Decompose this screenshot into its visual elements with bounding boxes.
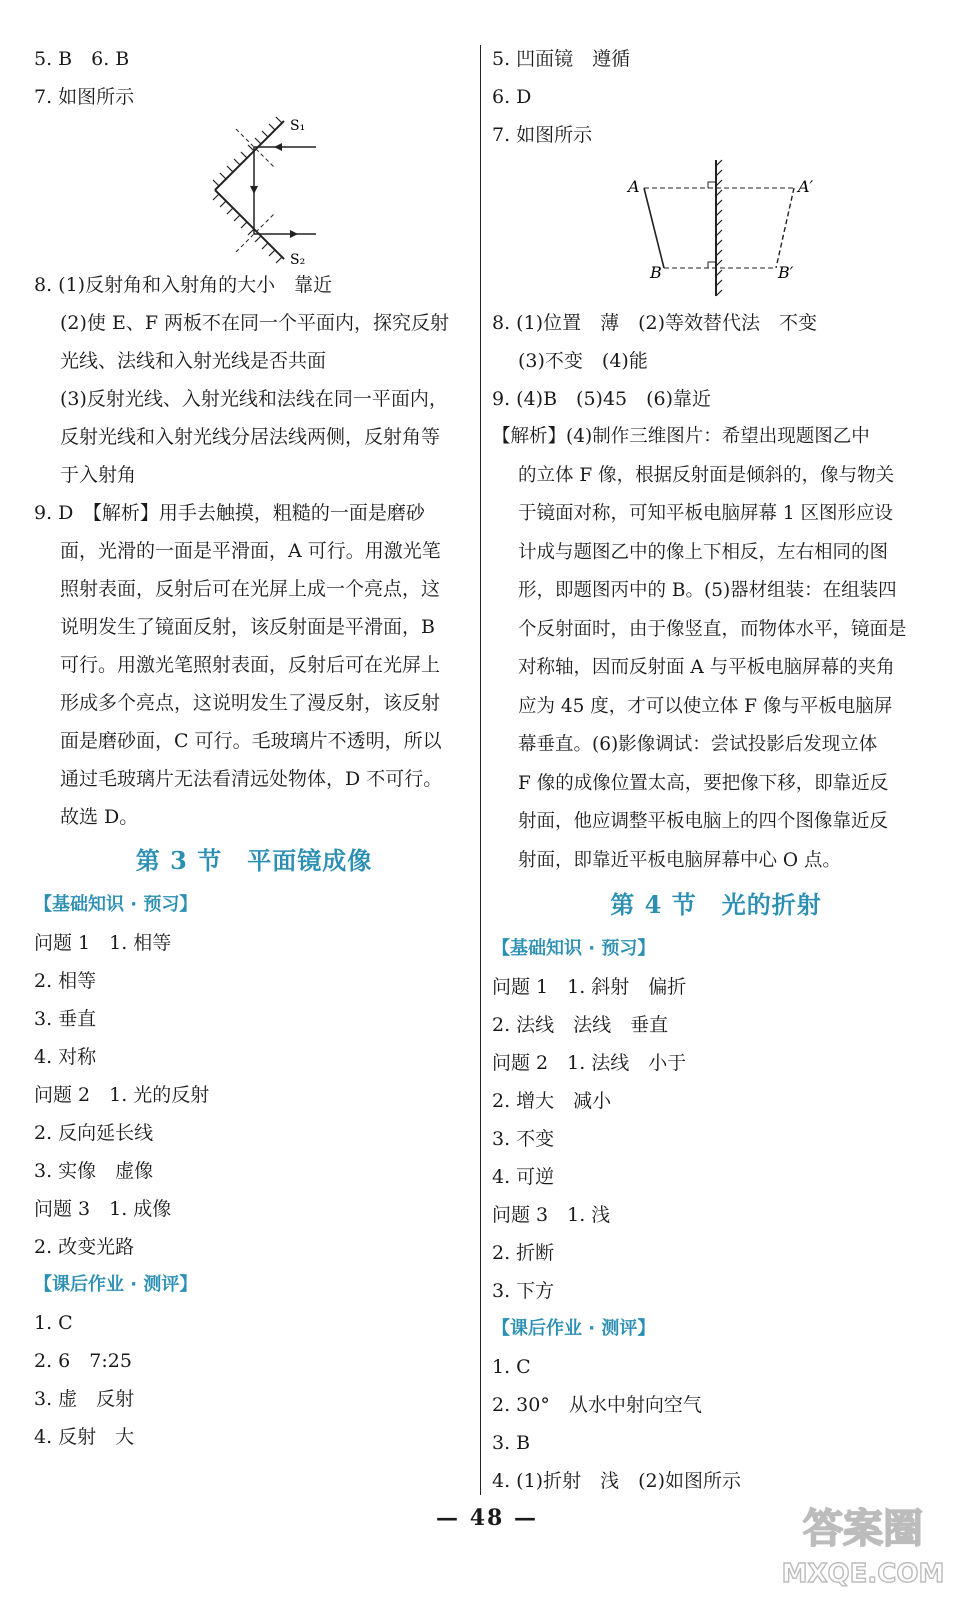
analysis-line: 射面，即靠近平板电脑屏幕中心 O 点。 [518,849,841,871]
basic-answer: 3. 垂直 [34,1008,97,1030]
basic-answer: 2. 相等 [34,970,97,992]
basic-answer: 2. 法线 法线 垂直 [492,1014,669,1036]
basic-answers [34,924,474,1266]
answer-8-line: 反射光线和入射光线分居法线两侧，反射角等 [60,426,441,448]
section-title-3: 第 3 节 平面镜成像 [135,846,373,875]
answer-9-line: 可行。用激光笔照射表面，反射后可在光屏上 [60,654,441,676]
basic-answer: 3. 下方 [492,1280,555,1302]
tag-homework: 【课后作业 · 测评】 [492,1318,656,1339]
basic-answer: 4. 对称 [34,1046,97,1068]
basic-answer: 2. 反向延长线 [34,1122,154,1144]
answer-9-line: 形成多个亮点，这说明发生了漫反射，该反射 [60,692,441,714]
answer-5-6: 5. B 6. B [34,48,130,70]
answer-8 [492,304,940,380]
plane-mirror-diagram [492,154,940,304]
basic-answer: 3. 实像 虚像 [34,1160,154,1182]
label-b: B [650,263,662,282]
tag-basic-knowledge: 【基础知识 · 预习】 [492,938,656,959]
label-s1: S₁ [290,118,306,134]
answer-8-line: (3)反射光线、入射光线和法线在同一平面内， [60,388,448,410]
basic-answer: 问题 2 1. 光的反射 [34,1084,210,1106]
basic-answer: 3. 不变 [492,1128,555,1150]
left-column [34,40,474,1456]
watermark-top: 答案圈 [803,1506,923,1552]
basic-answer: 问题 1 1. 相等 [34,932,172,954]
page-number: — 48 — [436,1505,538,1531]
homework-answers [34,1304,474,1456]
basic-answer: 问题 3 1. 成像 [34,1198,172,1220]
analysis-line: 个反射面时，由于像竖直，而物体水平，镜面是 [518,618,907,640]
basic-answer: 2. 增大 减小 [492,1090,612,1112]
basic-answer: 问题 3 1. 浅 [492,1204,611,1226]
analysis-text [492,418,940,880]
reflection-diagram [34,116,474,266]
homework-answer: 3. 虚 反射 [34,1388,135,1410]
watermark-logo [778,1490,948,1590]
basic-answer: 4. 可逆 [492,1166,555,1188]
answer-7: 7. 如图所示 [34,86,135,108]
section-title-4: 第 4 节 光的折射 [610,890,822,919]
answer-8-line: (3)不变 (4)能 [518,350,648,372]
label-a-prime: A′ [798,177,814,196]
answer-6: 6. D [492,86,532,108]
answer-7: 7. 如图所示 [492,124,593,146]
label-s2: S₂ [290,252,306,266]
answer-9-line: 面是磨砂面，C 可行。毛玻璃片不透明，所以 [60,730,442,752]
column-divider [480,45,481,1495]
tag-basic-knowledge: 【基础知识 · 预习】 [34,894,198,915]
right-column [492,40,940,1500]
homework-answer: 2. 6 7:25 [34,1350,132,1372]
basic-answer: 问题 1 1. 斜射 偏折 [492,976,687,998]
answer-9: 9. (4)B (5)45 (6)靠近 [492,388,712,410]
answer-8 [34,266,474,494]
analysis-line: 幕垂直。(6)影像调试：尝试投影后发现立体 [518,734,878,755]
analysis-line: 的立体 F 像，根据反射面是倾斜的，像与物关 [518,464,895,486]
answer-8-line: 8. (1)反射角和入射角的大小 靠近 [34,274,333,296]
basic-answer: 2. 折断 [492,1242,555,1264]
answer-9-line: 面，光滑的一面是平滑面，A 可行。用激光笔 [60,540,441,562]
tag-homework: 【课后作业 · 测评】 [34,1274,198,1295]
answer-8-line: 于入射角 [60,464,137,486]
basic-answer: 问题 2 1. 法线 小于 [492,1052,687,1074]
homework-answer: 4. (1)折射 浅 (2)如图所示 [492,1470,741,1492]
answer-8-line: (2)使 E、F 两板不在同一个平面内，探究反射 [60,312,450,334]
homework-answer: 1. C [492,1356,531,1378]
analysis-line: F 像的成像位置太高，要把像下移，即靠近反 [518,772,889,794]
homework-answer: 1. C [34,1312,73,1334]
answer-9-line: 9. D 【解析】用手去触摸，粗糙的一面是磨砂 [34,502,425,524]
answer-8-line: 8. (1)位置 薄 (2)等效替代法 不变 [492,312,817,334]
answer-8-line: 光线、法线和入射光线是否共面 [60,350,327,372]
basic-answers [492,968,940,1310]
answer-9-line: 故选 D。 [60,806,139,828]
analysis-line: 计成与题图乙中的像上下相反，左右相同的图 [518,541,889,563]
answer-9 [34,494,474,836]
homework-answer: 3. B [492,1432,531,1454]
answer-5: 5. 凹面镜 遵循 [492,48,631,70]
analysis-line: 【解析】(4)制作三维图片：希望出现题图乙中 [492,426,870,447]
answer-9-line: 通过毛玻璃片无法看清远处物体，D 不可行。 [60,768,443,790]
label-a: A [628,177,640,196]
analysis-line: 应为 45 度，才可以使立体 F 像与平板电脑屏 [518,695,893,717]
homework-answer: 2. 30° 从水中射向空气 [492,1394,702,1416]
homework-answers [492,1348,940,1500]
answer-9-line: 说明发生了镜面反射，该反射面是平滑面，B [60,616,435,638]
analysis-line: 于镜面对称，可知平板电脑屏幕 1 区图形应设 [518,503,894,524]
analysis-line: 形，即题图丙中的 B。(5)器材组装：在组装四 [518,580,897,601]
basic-answer: 2. 改变光路 [34,1236,135,1258]
answer-9-line: 照射表面，反射后可在光屏上成一个亮点，这 [60,578,441,600]
analysis-line: 射面，他应调整平板电脑上的四个图像靠近反 [518,811,889,832]
homework-answer: 4. 反射 大 [34,1426,135,1448]
analysis-line: 对称轴，因而反射面 A 与平板电脑屏幕的夹角 [518,657,895,678]
label-b-prime: B′ [778,263,794,282]
watermark-bottom: MXQE.COM [781,1559,945,1589]
